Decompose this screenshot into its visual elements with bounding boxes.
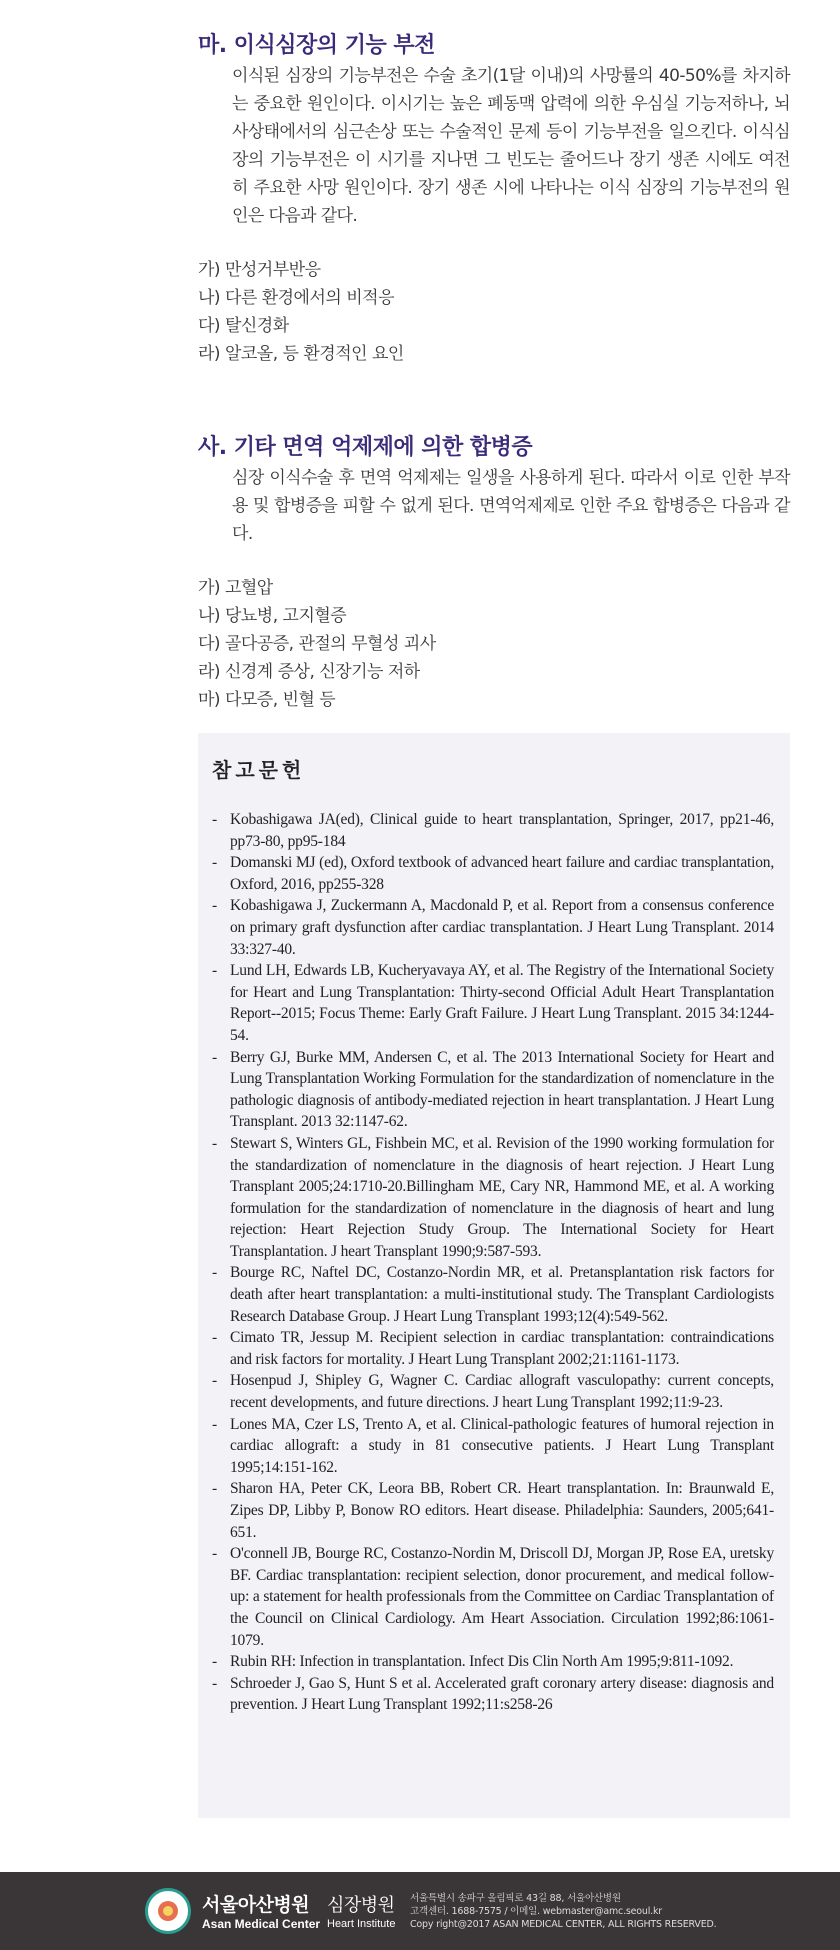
list-item: 나) 다른 환경에서의 비적응 (198, 288, 394, 308)
references-list (212, 809, 774, 1716)
institute-name-en: Heart Institute (327, 1918, 396, 1930)
reference-item: - Domanski MJ (ed), Oxford textbook of advanced heart failure and cardiac transplantation, Oxford, 2016, pp255-328 (212, 852, 774, 895)
article-content (198, 30, 790, 714)
section-immunosuppression-complications (198, 432, 790, 714)
reference-item: - Lund LH, Edwards LB, Kucheryavaya AY, et al. The Registry of the International Society for Heart and Lung Transplantation: Thirty-second Official Adult Heart Transplantation Report--2015; Focus Theme: Early Graft Failure. J Heart Lung Transplant. 2015 34:1244-54. (212, 960, 774, 1046)
references-box (198, 733, 790, 1818)
reference-item: - Kobashigawa JA(ed), Clinical guide to heart transplantation, Springer, 2017, pp21-46, pp73-80, pp95-184 (212, 809, 774, 852)
section-body: 심장 이식수술 후 면역 억제제는 일생을 사용하게 된다. 따라서 이로 인한 부작용 및 합병증을 피할 수 없게 된다. 면역억제제로 인한 주요 합병증은 다음과 같다. (232, 468, 790, 544)
brand-name-kr: 서울아산병원 (202, 1894, 310, 1916)
reference-item: - Lones MA, Czer LS, Trento A, et al. Clinical-pathologic features of humoral rejection in cardiac allograft: a study in 81 consecutive patients. J Heart Lung Transplant 1995;14:151-162. (212, 1414, 774, 1479)
footer-info (410, 1892, 716, 1931)
list-item: 라) 신경계 증상, 신장기능 저하 (198, 662, 420, 682)
reference-item: - Rubin RH: Infection in transplantation. Infect Dis Clin North Am 1995;9:811-1092. (212, 1651, 774, 1673)
list-item: 가) 고혈압 (198, 578, 273, 598)
reference-item: - Berry GJ, Burke MM, Andersen C, et al. The 2013 International Society for Heart and Lung Transplantation Working Formulation for the standardization of nomenclature in the pathologic diagnosis of antibody-mediated rejection in heart transplantation. J Heart Lung Transplant. 2013 32:1147-62. (212, 1047, 774, 1133)
reference-item: - O'connell JB, Bourge RC, Costanzo-Nordin M, Driscoll DJ, Morgan JP, Rose EA, uretsky BF. Cardiac transplantation: recipient selection, donor procurement, and medical follow-up: a statement for health professionals from the Committee on Cardiac Transplantation of the Council on Clinical Cardiology. Am Heart Association. Circulation 1992;86:1061-1079. (212, 1543, 774, 1651)
section-title: 마. 이식심장의 기능 부전 (198, 33, 435, 58)
reference-item: - Schroeder J, Gao S, Hunt S et al. Accelerated graft coronary artery disease: diagnosis and prevention. J Heart Lung Transplant 1992;11:s258-26 (212, 1673, 774, 1716)
cause-list (198, 256, 790, 368)
list-item: 나) 당뇨병, 고지혈증 (198, 606, 347, 626)
footer-address: 서울특별시 송파구 올림픽로 43길 88, 서울아산병원 (410, 1893, 621, 1904)
footer-contact[interactable]: 고객센터. 1688-7575 / 이메일. webmaster@amc.seoul.kr (410, 1906, 662, 1917)
section-graft-dysfunction (198, 30, 790, 368)
section-title: 사. 기타 면역 억제제에 의한 합병증 (198, 435, 533, 460)
references-title: 참고문헌 (212, 758, 306, 782)
section-body: 이식된 심장의 기능부전은 수술 초기(1달 이내)의 사망률의 40-50%를 차지하는 중요한 원인이다. 이시기는 높은 폐동맥 압력에 의한 우심실 기능저하나, 뇌사상태에서의 심근손상 또는 수술적인 문제 등이 기능부전을 일으킨다. 이식심장의 기능부전은 이 시기를 지나면 그 빈도는 줄어드나 장기 생존 시에도 여전히 주요한 사망 원인이다. 장기 생존 시에 나타나는 이식 심장의 기능부전의 원인은 다음과 같다. (232, 66, 790, 226)
reference-item: - Stewart S, Winters GL, Fishbein MC, et al. Revision of the 1990 working formulation for the standardization of nomenclature in the diagnosis of heart rejection. J Heart Lung Transplant 2005;24:1710-20.Billingham ME, Cary NR, Hammond ME, et al. A working formulation for the standardization of nomenclature in the diagnosis of heart and lung rejection: Heart Rejection Study Group. The International Society for Heart Transplantation. J heart Transplant 1990;9:587-593. (212, 1133, 774, 1263)
complication-list (198, 574, 790, 714)
reference-item: - Cimato TR, Jessup M. Recipient selection in cardiac transplantation: contraindications and risk factors for mortality. J Heart Lung Transplant 2002;21:1161-1173. (212, 1327, 774, 1370)
list-item: 다) 탈신경화 (198, 316, 289, 336)
reference-item: - Sharon HA, Peter CK, Leora BB, Robert CR. Heart transplantation. In: Braunwald E, Zipes DP, Libby P, Bonow RO editors. Heart disease. Philadelphia: Saunders, 2005;641-651. (212, 1478, 774, 1543)
institute-name-kr: 심장병원 (327, 1895, 395, 1916)
reference-item: - Hosenpud J, Shipley G, Wagner C. Cardiac allograft vasculopathy: current concepts, recent developments, and future directions. J heart Lung Transplant 1992;11:9-23. (212, 1370, 774, 1413)
list-item: 마) 다모증, 빈혈 등 (198, 690, 336, 710)
hospital-logo-icon[interactable] (145, 1888, 191, 1934)
list-item: 다) 골다공증, 관절의 무혈성 괴사 (198, 634, 436, 654)
brand-name-en: Asan Medical Center (202, 1917, 321, 1931)
reference-item: - Bourge RC, Naftel DC, Costanzo-Nordin MR, et al. Pretansplantation risk factors for death after heart transplantation: a multi-institutional study. The Transplant Cardiologists Research Database Group. J Heart Lung Transplant 1993;12(4):549-562. (212, 1262, 774, 1327)
list-item: 라) 알코올, 등 환경적인 요인 (198, 344, 404, 364)
reference-item: - Kobashigawa J, Zuckermann A, Macdonald P, et al. Report from a consensus conference on primary graft dysfunction after cardiac transplantation. J Heart Lung Transplant. 2014 33:327-40. (212, 895, 774, 960)
list-item: 가) 만성거부반응 (198, 260, 321, 280)
footer-copyright: Copy right@2017 ASAN MEDICAL CENTER, ALL RIGHTS RESERVED. (410, 1919, 717, 1930)
site-footer (0, 1872, 840, 1950)
